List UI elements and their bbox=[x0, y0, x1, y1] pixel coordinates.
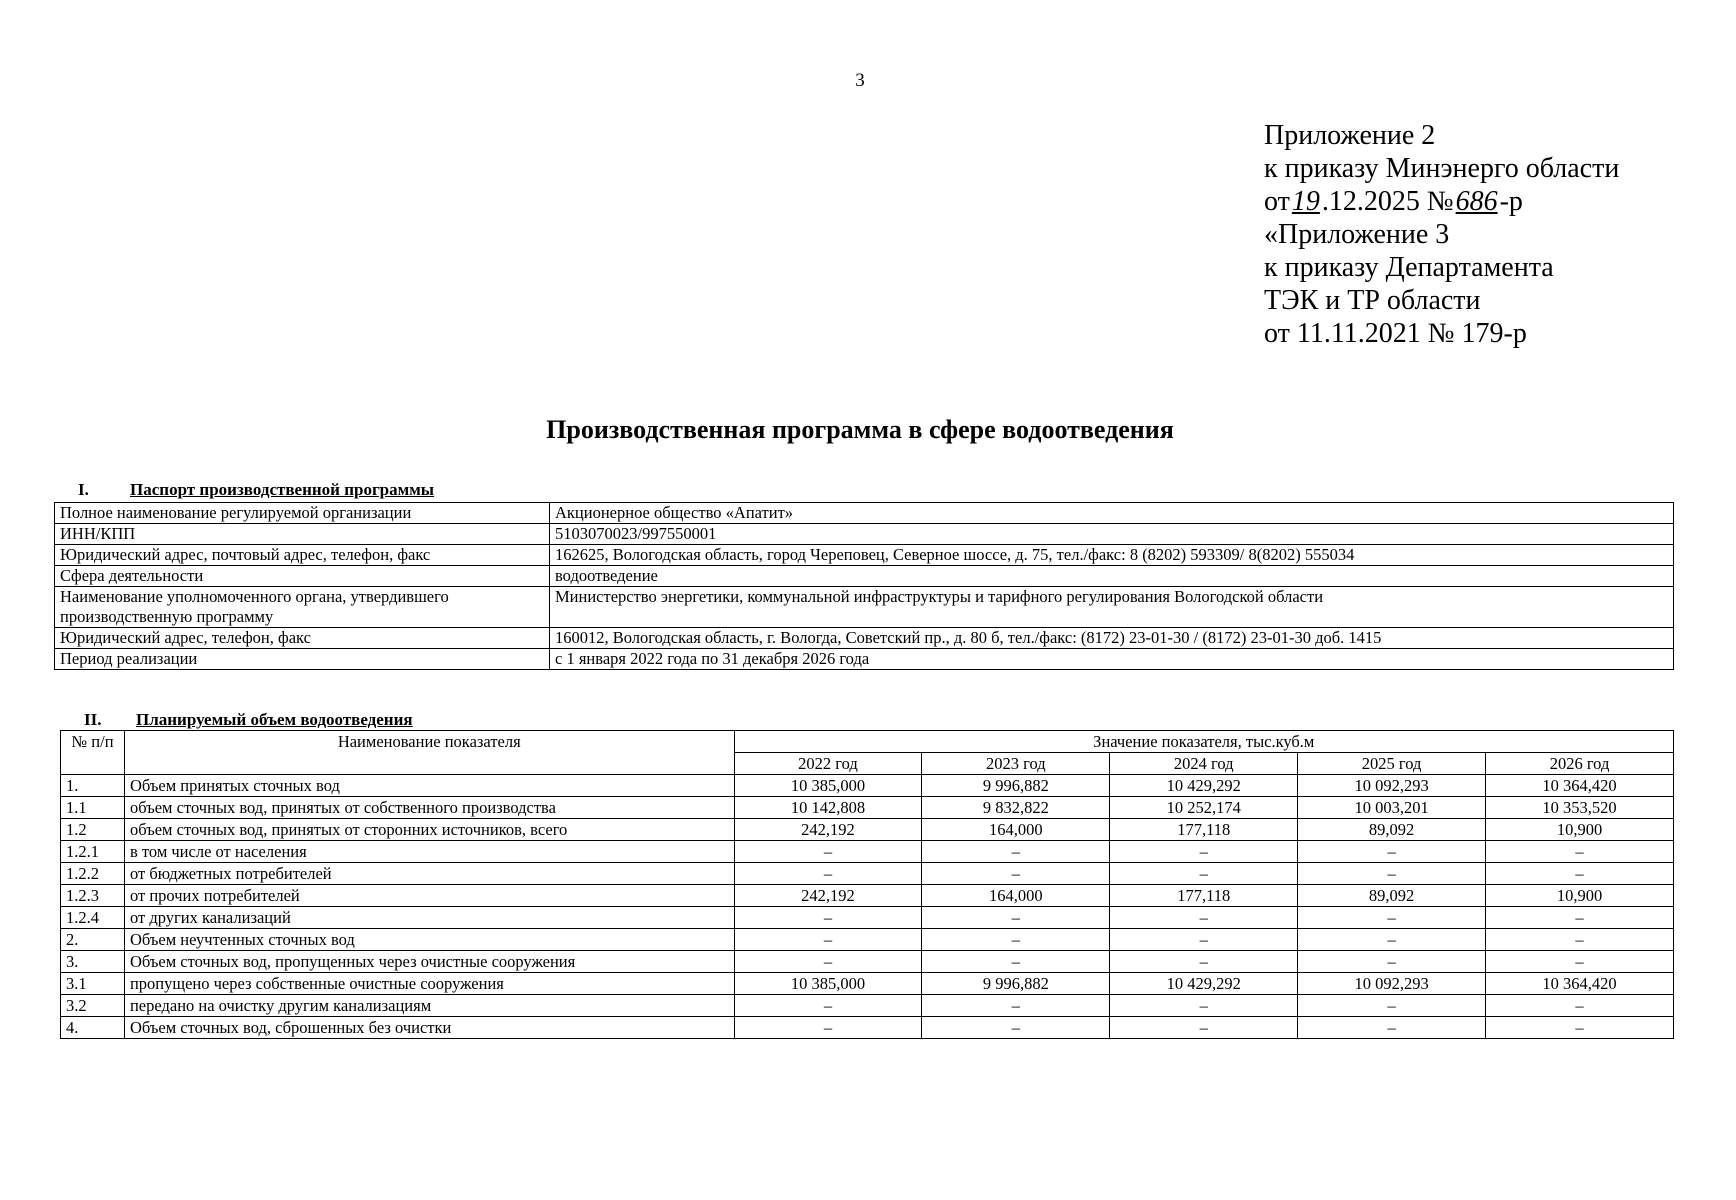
row-value: – bbox=[1110, 929, 1298, 951]
row-number: 1.2.2 bbox=[61, 863, 125, 885]
row-number: 1.2 bbox=[61, 819, 125, 841]
row-number: 1.2.3 bbox=[61, 885, 125, 907]
row-name: передано на очистку другим канализациям bbox=[124, 995, 734, 1017]
section-title: Паспорт производственной программы bbox=[130, 480, 435, 499]
handwritten-day: 19 bbox=[1291, 186, 1320, 217]
row-number: 1.2.4 bbox=[61, 907, 125, 929]
row-value: 10 092,293 bbox=[1298, 775, 1486, 797]
row-number: 4. bbox=[61, 1017, 125, 1039]
row-name: Объем сточных вод, пропущенных через очистные сооружения bbox=[124, 951, 734, 973]
row-value: – bbox=[922, 951, 1110, 973]
row-name: объем сточных вод, принятых от собственного производства bbox=[124, 797, 734, 819]
row-value: – bbox=[1486, 995, 1674, 1017]
row-name: в том числе от населения bbox=[124, 841, 734, 863]
passport-row bbox=[55, 587, 1674, 628]
volume-table bbox=[60, 730, 1674, 1039]
appendix-date-mid: .12.2025 № bbox=[1321, 186, 1454, 217]
row-name: объем сточных вод, принятых от сторонних источников, всего bbox=[124, 819, 734, 841]
row-value: 164,000 bbox=[922, 819, 1110, 841]
row-value: 242,192 bbox=[734, 819, 922, 841]
row-value: – bbox=[1486, 907, 1674, 929]
passport-label: ИНН/КПП bbox=[55, 524, 550, 545]
year-header: 2026 год bbox=[1486, 753, 1674, 775]
passport-value: 162625, Вологодская область, город Череповец, Северное шоссе, д. 75, тел./факс: 8 (8202) 593309/ 8(8202) 555034 bbox=[550, 545, 1674, 566]
row-value: – bbox=[1110, 995, 1298, 1017]
column-header-name: Наименование показателя bbox=[124, 731, 734, 775]
year-header: 2023 год bbox=[922, 753, 1110, 775]
row-value: – bbox=[734, 995, 922, 1017]
passport-label: Сфера деятельности bbox=[55, 566, 550, 587]
passport-label: Наименование уполномоченного органа, утвердившего производственную программу bbox=[55, 587, 550, 628]
row-value: 10 385,000 bbox=[734, 973, 922, 995]
row-value: 10,900 bbox=[1486, 885, 1674, 907]
table-row bbox=[61, 951, 1674, 973]
table-row bbox=[61, 1017, 1674, 1039]
passport-row bbox=[55, 545, 1674, 566]
row-value: 10 003,201 bbox=[1298, 797, 1486, 819]
appendix-date-line bbox=[1264, 185, 1619, 218]
page-number: 3 bbox=[855, 70, 865, 91]
row-value: 10 429,292 bbox=[1110, 775, 1298, 797]
appendix-line: «Приложение 3 bbox=[1264, 219, 1450, 250]
column-header-values: Значение показателя, тыс.куб.м bbox=[734, 731, 1673, 753]
table-row bbox=[61, 907, 1674, 929]
row-value: – bbox=[1486, 863, 1674, 885]
row-value: – bbox=[1486, 951, 1674, 973]
document-title: Производственная программа в сфере водоотведения bbox=[546, 415, 1174, 444]
row-value: 10 385,000 bbox=[734, 775, 922, 797]
row-value: 10,900 bbox=[1486, 819, 1674, 841]
row-value: 177,118 bbox=[1110, 819, 1298, 841]
table-row bbox=[61, 819, 1674, 841]
row-value: 89,092 bbox=[1298, 885, 1486, 907]
appendix-line: от 11.11.2021 № 179-р bbox=[1264, 318, 1527, 349]
row-value: 242,192 bbox=[734, 885, 922, 907]
row-value: – bbox=[1110, 907, 1298, 929]
table-row bbox=[61, 775, 1674, 797]
section-heading-passport bbox=[56, 480, 434, 500]
row-name: от прочих потребителей bbox=[124, 885, 734, 907]
row-value: – bbox=[1298, 951, 1486, 973]
volume-table-body bbox=[61, 775, 1674, 1039]
row-name: пропущено через собственные очистные сооружения bbox=[124, 973, 734, 995]
row-value: – bbox=[1298, 907, 1486, 929]
row-value: – bbox=[1298, 863, 1486, 885]
row-value: – bbox=[922, 841, 1110, 863]
row-value: – bbox=[734, 841, 922, 863]
row-value: – bbox=[1298, 841, 1486, 863]
row-value: – bbox=[922, 1017, 1110, 1039]
passport-row bbox=[55, 628, 1674, 649]
row-value: – bbox=[1486, 1017, 1674, 1039]
table-row bbox=[61, 885, 1674, 907]
row-value: – bbox=[734, 951, 922, 973]
section-title: Планируемый объем водоотведения bbox=[136, 710, 413, 729]
row-number: 1.1 bbox=[61, 797, 125, 819]
appendix-date-suffix: -р bbox=[1499, 186, 1523, 217]
passport-value: Министерство энергетики, коммунальной инфраструктуры и тарифного регулирования Вологодской области bbox=[550, 587, 1674, 628]
row-value: – bbox=[734, 1017, 922, 1039]
row-name: от бюджетных потребителей bbox=[124, 863, 734, 885]
year-header: 2022 год bbox=[734, 753, 922, 775]
section-number: II. bbox=[84, 710, 102, 729]
row-name: Объем неучтенных сточных вод bbox=[124, 929, 734, 951]
row-value: 9 996,882 bbox=[922, 775, 1110, 797]
passport-table-body bbox=[55, 503, 1674, 670]
row-number: 3.2 bbox=[61, 995, 125, 1017]
row-value: 10 364,420 bbox=[1486, 973, 1674, 995]
row-value: – bbox=[1298, 929, 1486, 951]
row-value: 10 092,293 bbox=[1298, 973, 1486, 995]
row-value: – bbox=[922, 863, 1110, 885]
row-number: 1.2.1 bbox=[61, 841, 125, 863]
passport-label: Юридический адрес, почтовый адрес, телефон, факс bbox=[55, 545, 550, 566]
year-header: 2024 год bbox=[1110, 753, 1298, 775]
passport-value: с 1 января 2022 года по 31 декабря 2026 года bbox=[550, 649, 1674, 670]
passport-value: 5103070023/997550001 bbox=[550, 524, 1674, 545]
row-value: – bbox=[734, 907, 922, 929]
section-number: I. bbox=[78, 480, 89, 499]
appendix-line: Приложение 2 bbox=[1264, 120, 1436, 151]
row-number: 1. bbox=[61, 775, 125, 797]
passport-row bbox=[55, 503, 1674, 524]
passport-value: 160012, Вологодская область, г. Вологда, Советский пр., д. 80 б, тел./факс: (8172) 23-01-30 / (8172) 23-01-30 доб. 1415 bbox=[550, 628, 1674, 649]
row-value: – bbox=[1110, 841, 1298, 863]
row-value: 10 252,174 bbox=[1110, 797, 1298, 819]
passport-label: Юридический адрес, телефон, факс bbox=[55, 628, 550, 649]
row-value: – bbox=[1110, 1017, 1298, 1039]
table-row bbox=[61, 841, 1674, 863]
row-value: 10 353,520 bbox=[1486, 797, 1674, 819]
row-value: – bbox=[1486, 929, 1674, 951]
row-number: 3.1 bbox=[61, 973, 125, 995]
appendix-block bbox=[1264, 119, 1619, 350]
row-value: – bbox=[922, 907, 1110, 929]
handwritten-order-number: 686 bbox=[1455, 186, 1498, 217]
row-value: 164,000 bbox=[922, 885, 1110, 907]
table-row bbox=[61, 797, 1674, 819]
row-name: Объем принятых сточных вод bbox=[124, 775, 734, 797]
row-number: 3. bbox=[61, 951, 125, 973]
passport-row bbox=[55, 649, 1674, 670]
row-value: 10 364,420 bbox=[1486, 775, 1674, 797]
row-name: от других канализаций bbox=[124, 907, 734, 929]
row-value: 10 429,292 bbox=[1110, 973, 1298, 995]
row-value: 89,092 bbox=[1298, 819, 1486, 841]
passport-label: Период реализации bbox=[55, 649, 550, 670]
row-value: 10 142,808 bbox=[734, 797, 922, 819]
row-value: – bbox=[734, 929, 922, 951]
volume-table-head bbox=[61, 731, 1674, 775]
year-header: 2025 год bbox=[1298, 753, 1486, 775]
table-row bbox=[61, 863, 1674, 885]
passport-row bbox=[55, 566, 1674, 587]
row-value: – bbox=[922, 995, 1110, 1017]
appendix-line: к приказу Минэнерго области bbox=[1264, 153, 1620, 184]
row-value: – bbox=[1298, 1017, 1486, 1039]
passport-row bbox=[55, 524, 1674, 545]
table-row bbox=[61, 929, 1674, 951]
row-value: – bbox=[1486, 841, 1674, 863]
row-value: 9 996,882 bbox=[922, 973, 1110, 995]
table-row bbox=[61, 973, 1674, 995]
passport-label: Полное наименование регулируемой организации bbox=[55, 503, 550, 524]
row-value: – bbox=[1298, 995, 1486, 1017]
column-header-number: № п/п bbox=[61, 731, 125, 775]
appendix-date-prefix: от bbox=[1264, 186, 1290, 217]
appendix-line: ТЭК и ТР области bbox=[1264, 285, 1481, 316]
row-value: – bbox=[1110, 863, 1298, 885]
row-value: – bbox=[922, 929, 1110, 951]
passport-table bbox=[54, 502, 1674, 670]
row-number: 2. bbox=[61, 929, 125, 951]
row-value: – bbox=[1110, 951, 1298, 973]
section-heading-volume bbox=[62, 710, 413, 730]
passport-value: Акционерное общество «Апатит» bbox=[550, 503, 1674, 524]
row-value: – bbox=[734, 863, 922, 885]
row-value: 177,118 bbox=[1110, 885, 1298, 907]
row-value: 9 832,822 bbox=[922, 797, 1110, 819]
table-row bbox=[61, 995, 1674, 1017]
passport-value: водоотведение bbox=[550, 566, 1674, 587]
row-name: Объем сточных вод, сброшенных без очистки bbox=[124, 1017, 734, 1039]
appendix-line: к приказу Департамента bbox=[1264, 252, 1554, 283]
